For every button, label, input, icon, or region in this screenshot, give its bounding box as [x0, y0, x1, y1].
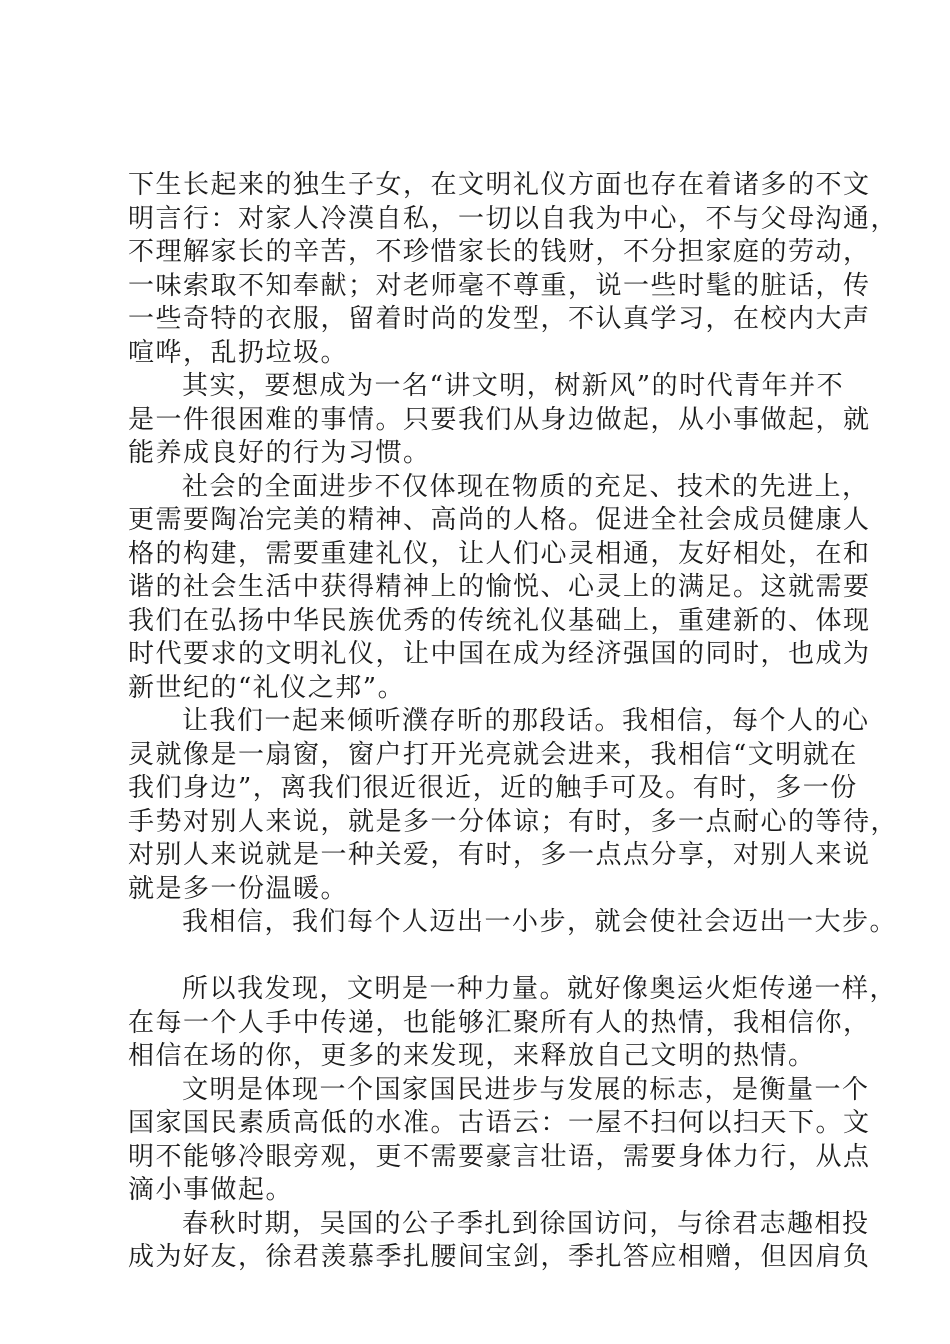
text-line: 明言行：对家人冷漠自私，一切以自我为中心，不与父母沟通，	[128, 203, 899, 234]
text-line: 我相信，我们每个人迈出一小步，就会使社会迈出一大步。	[182, 907, 898, 937]
text-line: 喧哗，乱扔垃圾。	[128, 337, 349, 368]
text-line: 国家国民素质高低的水准。古语云：一屋不扫何以扫天下。文	[128, 1108, 871, 1138]
text-line: 是一件很困难的事情。只要我们从身边做起，从小事做起，就	[128, 404, 871, 435]
text-line: 谐的社会生活中获得精神上的愉悦、心灵上的满足。这就需要	[128, 572, 871, 602]
text-line: 在每一个人手中传递，也能够汇聚所有人的热情，我相信你，	[128, 1007, 871, 1038]
text-line: 对别人来说就是一种关爱，有时，多一点点分享，对别人来说	[128, 840, 871, 870]
text-line: 更需要陶冶完美的精神、高尚的人格。促进全社会成员健康人	[128, 505, 871, 535]
text-line: 不理解家长的辛苦，不珍惜家长的钱财，不分担家庭的劳动，	[128, 237, 871, 267]
text-line: 让我们一起来倾听濮存昕的那段话。我相信，每个人的心	[182, 706, 870, 736]
text-line: 其实，要想成为一名“讲文明，树新风”的时代青年并不	[182, 371, 845, 401]
blank-line	[128, 940, 840, 974]
text-line: 灵就像是一扇窗，窗户打开光亮就会进来，我相信“文明就在	[128, 739, 858, 770]
text-line: 成为好友，徐君羡慕季扎腰间宝剑，季扎答应相赠，但因肩负	[128, 1242, 871, 1272]
text-line: 我们在弘扬中华民族优秀的传统礼仪基础上，重建新的、体现	[128, 605, 871, 636]
text-line: 明不能够冷眼旁观，更不需要豪言壮语，需要身体力行，从点	[128, 1141, 871, 1172]
text-line: 一些奇特的衣服，留着时尚的发型，不认真学习，在校内大声	[128, 304, 871, 334]
text-line: 新世纪的“礼仪之邦”。	[128, 672, 406, 703]
text-line: 我们身边”，离我们很近很近，近的触手可及。有时，多一份	[128, 773, 858, 803]
text-line: 相信在场的你，更多的来发现，来释放自己文明的热情。	[128, 1041, 816, 1071]
text-line: 格的构建，需要重建礼仪，让人们心灵相通，友好相处，在和	[128, 538, 871, 569]
text-line: 春秋时期，吴国的公子季扎到徐国访问，与徐君志趣相投	[182, 1208, 870, 1239]
text-line: 文明是体现一个国家国民进步与发展的标志，是衡量一个	[182, 1074, 870, 1105]
text-line: 时代要求的文明礼仪，让中国在成为经济强国的同时，也成为	[128, 639, 871, 669]
text-line: 手势对别人来说，就是多一分体谅；有时，多一点耐心的等待，	[128, 806, 899, 837]
text-line: 所以我发现，文明是一种力量。就好像奥运火炬传递一样，	[182, 974, 898, 1004]
text-line: 下生长起来的独生子女，在文明礼仪方面也存在着诸多的不文	[128, 170, 871, 200]
text-line: 滴小事做起。	[128, 1175, 294, 1205]
text-line: 一味索取不知奉献；对老师毫不尊重，说一些时髦的脏话，传	[128, 270, 871, 301]
text-line: 社会的全面进步不仅体现在物质的充足、技术的先进上，	[182, 471, 870, 502]
text-line: 能养成良好的行为习惯。	[128, 438, 431, 468]
document-body	[128, 169, 899, 1275]
text-line: 就是多一份温暖。	[128, 873, 349, 904]
